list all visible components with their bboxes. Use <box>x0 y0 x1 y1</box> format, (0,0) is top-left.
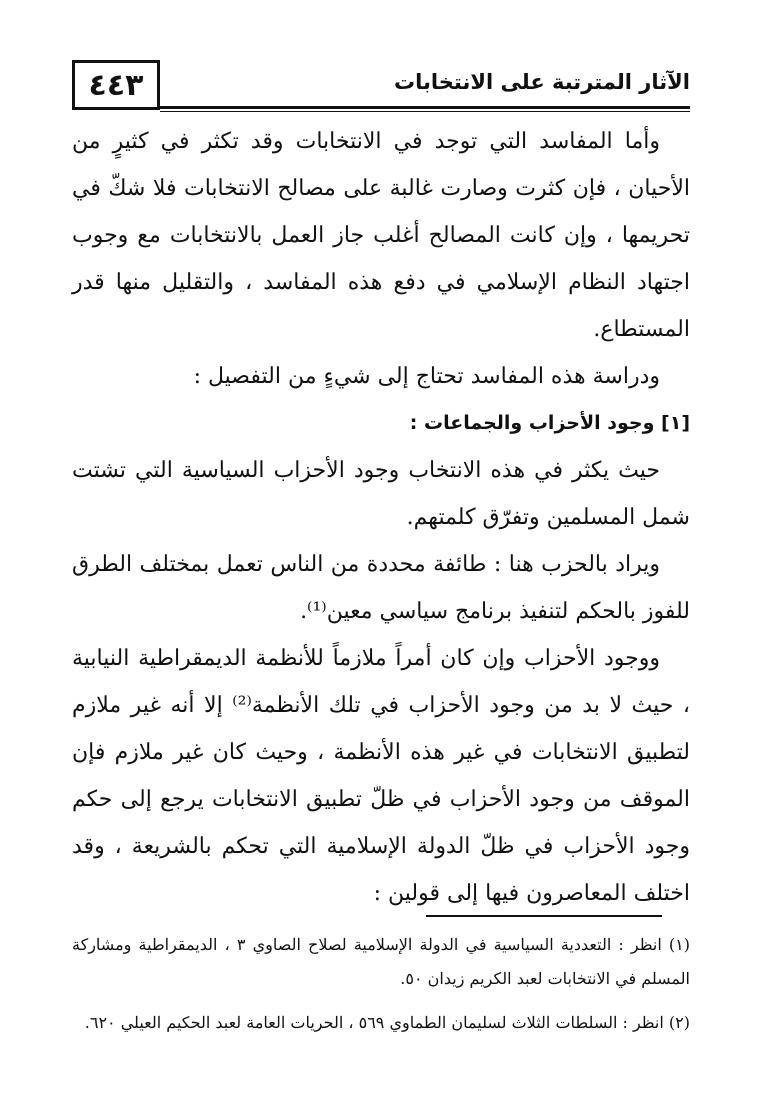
header-rule-thin <box>160 111 690 112</box>
paragraph-party-definition: ويراد بالحزب هنا : طائفة محددة من الناس تعمل بمختلف الطرق للفوز بالحكم لتنفيذ برنامج سياسي معين⁽¹⁾. <box>72 552 690 624</box>
paragraph-corruptions: وأما المفاسد التي توجد في الانتخابات وقد تكثر في كثيرٍ من الأحيان ، فإن كثرت وصارت غالبة على مصالح الانتخابات فلا شكّ في تحريمها ، وإن كانت المصالح أغلب جاز العمل بالانتخابات مع وجوب اجتهاد النظام الإسلامي في دفع هذه المفاسد ، والتقليل منها قدر المستطاع. <box>72 129 690 342</box>
page-header <box>72 60 690 112</box>
paragraph-parties-democracy: ووجود الأحزاب وإن كان أمراً ملازماً للأنظمة الديمقراطية النيابية ، حيث لا بد من وجود الأحزاب في تلك الأنظمة⁽²⁾ إلا أنه غير ملازم لتطبيق الانتخابات في غير هذه الأنظمة ، وحيث كان غير ملازم فإن الموقف من وجود الأحزاب في ظلّ تطبيق الانتخابات يرجع إلى حكم وجود الأحزاب في ظلّ الدولة الإسلامية التي تحكم بالشريعة ، وقد اختلف المعاصرون فيها إلى قولين : <box>72 646 690 906</box>
footnote-separator <box>426 915 662 917</box>
header-rule <box>160 106 690 109</box>
paragraph-parties-effect: حيث يكثر في هذه الانتخاب وجود الأحزاب السياسية التي تشتت شمل المسلمين وتفرّق كلمتهم. <box>72 458 690 530</box>
footnote-1: (١) انظر : التعددية السياسية في الدولة الإسلامية لصلاح الصاوي ٣ ، الديمقراطية ومشاركة المسلم في الانتخابات لعبد الكريم زيدان ٥٠. <box>72 935 691 988</box>
running-title: الآثار المترتبة على الانتخابات <box>394 70 690 94</box>
footnotes <box>72 928 690 1040</box>
paragraph-study-intro: ودراسة هذه المفاسد تحتاج إلى شيءٍ من التفصيل : <box>193 364 660 389</box>
main-text <box>72 118 690 917</box>
section-heading: [١] وجود الأحزاب والجماعات : <box>409 412 690 434</box>
page-number: ٤٤٣ <box>72 60 160 110</box>
footnote-2: (٢) انظر : السلطات الثلاث لسليمان الطماوي ٥٦٩ ، الحريات العامة لعبد الحكيم العيلي ٦٢٠. <box>84 1013 690 1032</box>
